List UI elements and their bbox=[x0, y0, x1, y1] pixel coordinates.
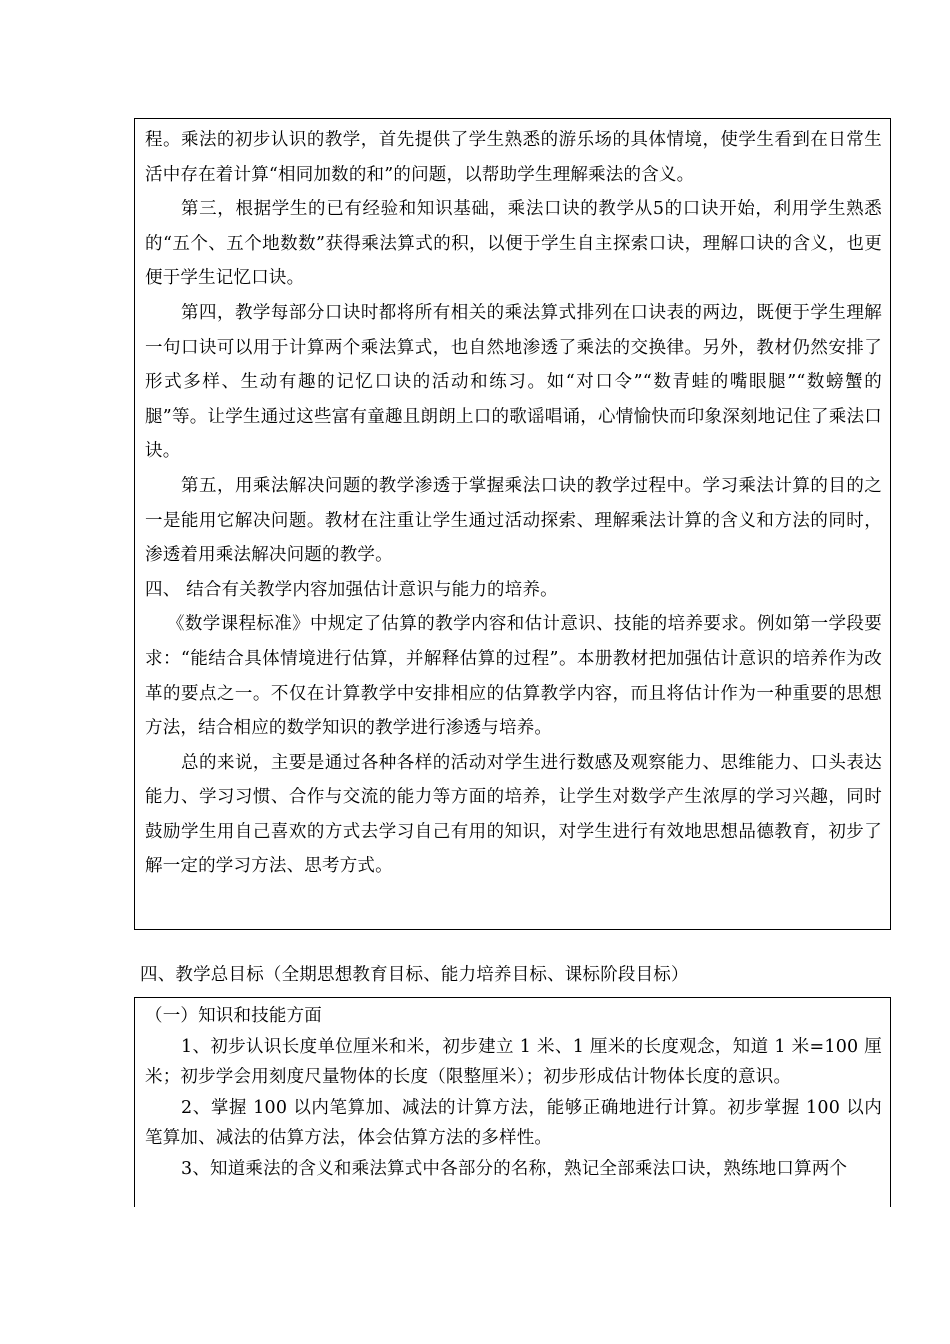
subheading-knowledge-skills: （一）知识和技能方面 bbox=[145, 1006, 322, 1026]
paragraph-fifth: 第五，用乘法解决问题的教学渗透于掌握乘法口诀的教学过程中。学习乘法计算的目的之一是能用它解决问题。教材在注重让学生通过活动探索、理解乘法计算的含义和方法的同时，渗透着用乘法解决问题的教学。 bbox=[145, 475, 882, 566]
goal-item-2: 2、掌握 100 以内笔算加、减法的计算方法，能够正确地进行计算。初步掌握 100 以内笔算加、减法的估算方法，体会估算方法的多样性。 bbox=[145, 1097, 882, 1149]
paragraph-heading-four: 四、 结合有关教学内容加强估计意识与能力的培养。 bbox=[145, 579, 558, 600]
paragraph-summary: 总的来说，主要是通过各种各样的活动对学生进行数感及观察能力、思维能力、口头表达能力、学习习惯、合作与交流的能力等方面的培养，让学生对数学产生浓厚的学习兴趣，同时鼓励学生用自己喜欢的方式去学习自己有用的知识，对学生进行有效地思想品德教育，初步了解一定的学习方法、思考方式。 bbox=[145, 752, 882, 877]
paragraph-continuation: 程。乘法的初步认识的教学，首先提供了学生熟悉的游乐场的具体情境，使学生看到在日常生活中存在着计算“相同加数的和”的问题，以帮助学生理解乘法的含义。 bbox=[145, 130, 882, 185]
paragraph-third: 第三，根据学生的已有经验和知识基础，乘法口诀的教学从5的口诀开始，利用学生熟悉的“五个、五个地数数”获得乘法算式的积，以便于学生自主探索口诀，理解口诀的含义，也更便于学生记忆口诀。 bbox=[145, 199, 882, 289]
section-heading: 四、教学总目标（全期思想教育目标、能力培养目标、课标阶段目标） bbox=[140, 965, 689, 985]
text-box-teaching-notes bbox=[134, 118, 891, 930]
paragraph-fourth: 第四，教学每部分口诀时都将所有相关的乘法算式排列在口诀表的两边，既便于学生理解一句口诀可以用于计算两个乘法算式，也自然地渗透了乘法的交换律。另外，教材仍然安排了形式多样、生动有趣的记忆口诀的活动和练习。如“对口令”“数青蛙的嘴眼腿”“数螃蟹的腿”等。让学生通过这些富有童趣且朗朗上口的歌谣唱诵，心情愉快而印象深刻地记住了乘法口诀。 bbox=[145, 302, 882, 462]
text-box-teaching-goals bbox=[134, 997, 891, 1207]
goal-item-3: 3、知道乘法的含义和乘法算式中各部分的名称，熟记全部乘法口诀，熟练地口算两个 bbox=[181, 1158, 848, 1179]
paragraph-curriculum-standard: 《数学课程标准》中规定了估算的教学内容和估计意识、技能的培养要求。例如第一学段要求：“能结合具体情境进行估算，并解释估算的过程”。本册教材把加强估计意识的培养作为改革的要点之一。不仅在计算教学中安排相应的估算教学内容，而且将估计作为一种重要的思想方法，结合相应的数学知识的教学进行渗透与培养。 bbox=[145, 614, 882, 739]
goal-item-1: 1、初步认识长度单位厘米和米，初步建立 1 米、1 厘米的长度观念，知道 1 米=100 厘米；初步学会用刻度尺量物体的长度（限整厘米）；初步形成估计物体长度的意识。 bbox=[145, 1036, 882, 1088]
